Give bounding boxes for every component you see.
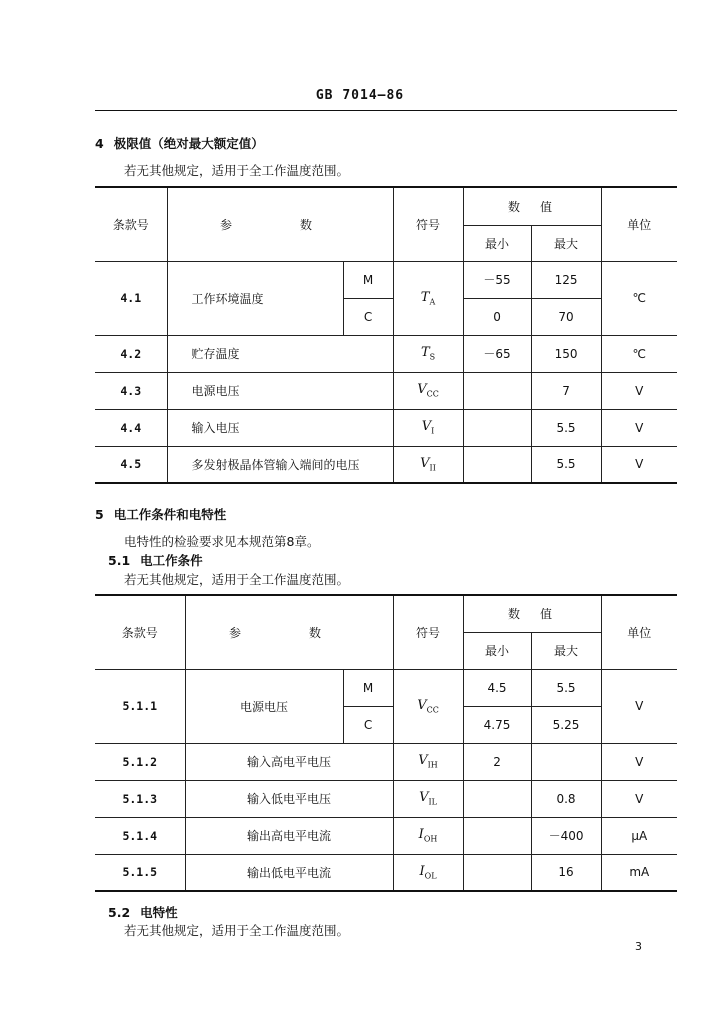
row-min: 0	[463, 298, 531, 335]
row-clause: 4.5	[95, 446, 167, 483]
table-row	[95, 446, 677, 483]
header-min: 最小	[463, 632, 531, 669]
row-symbol: $V_{IH}$	[393, 743, 463, 780]
section-4-title: 极限值（绝对最大额定值）	[113, 136, 264, 151]
header-parameter: 参 数	[167, 187, 393, 261]
row-max: 70	[531, 298, 601, 335]
row-clause: 4.3	[95, 372, 167, 409]
document-header: GB 7014—86	[315, 88, 405, 103]
row-unit: V	[601, 372, 677, 409]
section-4-intro: 若无其他规定，适用于全工作温度范围。	[124, 163, 350, 178]
row-clause: 5.1.5	[95, 854, 185, 891]
header-parameter: 参 数	[185, 595, 393, 669]
row-min: －65	[463, 335, 531, 372]
header-max: 最大	[531, 225, 601, 261]
row-clause: 5.1.2	[95, 743, 185, 780]
section-5-intro: 电特性的检验要求见本规范第8章。	[124, 534, 320, 549]
subsection-5-2-number: 5.2	[108, 905, 131, 920]
operating-conditions-table	[95, 594, 677, 892]
header-min: 最小	[463, 225, 531, 261]
row-parameter: 输入电压	[167, 409, 393, 446]
section-5-heading	[95, 505, 226, 523]
limits-table	[95, 186, 677, 484]
row-max: 5.5	[531, 409, 601, 446]
row-max: 0.8	[531, 780, 601, 817]
table-row	[95, 854, 677, 891]
row-parameter: 输入低电平电压	[185, 780, 393, 817]
section-5-title: 电工作条件和电特性	[113, 507, 227, 522]
row-unit: V	[601, 446, 677, 483]
header-values: 数 值	[463, 595, 601, 632]
row-min	[463, 446, 531, 483]
row-min: 4.5	[463, 669, 531, 706]
table-row	[95, 261, 677, 298]
page-number: 3	[635, 940, 642, 953]
row-max: 7	[531, 372, 601, 409]
row-min	[463, 817, 531, 854]
row-max: －400	[531, 817, 601, 854]
row-symbol: $V_{IL}$	[393, 780, 463, 817]
subsection-5-1-heading	[108, 551, 203, 569]
row-unit: ℃	[601, 261, 677, 335]
row-symbol: $V_I$	[393, 409, 463, 446]
row-max: 125	[531, 261, 601, 298]
row-clause: 4.1	[95, 261, 167, 335]
row-parameter: 电源电压	[185, 669, 343, 743]
row-parameter: 电源电压	[167, 372, 393, 409]
header-symbol: 符号	[393, 187, 463, 261]
row-clause: 5.1.3	[95, 780, 185, 817]
table-row	[95, 372, 677, 409]
row-unit: V	[601, 780, 677, 817]
header-clause: 条款号	[95, 187, 167, 261]
row-symbol: $V_{CC}$	[393, 372, 463, 409]
row-clause: 5.1.1	[95, 669, 185, 743]
row-max: 5.25	[531, 706, 601, 743]
row-unit: V	[601, 409, 677, 446]
row-min: 2	[463, 743, 531, 780]
grade-c: C	[343, 706, 393, 743]
row-unit: ℃	[601, 335, 677, 372]
section-5-number: 5	[95, 507, 104, 522]
row-symbol: $T_S$	[393, 335, 463, 372]
row-min	[463, 409, 531, 446]
row-symbol: $I_{OH}$	[393, 817, 463, 854]
header-rule	[95, 110, 677, 111]
header-values: 数 值	[463, 187, 601, 225]
row-clause: 5.1.4	[95, 817, 185, 854]
grade-c: C	[343, 298, 393, 335]
row-unit: V	[601, 669, 677, 743]
header-max: 最大	[531, 632, 601, 669]
row-min	[463, 780, 531, 817]
row-min	[463, 372, 531, 409]
row-max	[531, 743, 601, 780]
row-symbol: $I_{OL}$	[393, 854, 463, 891]
row-clause: 4.4	[95, 409, 167, 446]
row-min	[463, 854, 531, 891]
row-parameter: 输入高电平电压	[185, 743, 393, 780]
row-max: 150	[531, 335, 601, 372]
table-row	[95, 743, 677, 780]
subsection-5-2-title: 电特性	[140, 905, 178, 920]
header-symbol: 符号	[393, 595, 463, 669]
header-unit: 单位	[601, 187, 677, 261]
row-min: －55	[463, 261, 531, 298]
row-unit: μA	[601, 817, 677, 854]
grade-m: M	[343, 669, 393, 706]
subsection-5-2-heading	[108, 903, 178, 921]
row-parameter: 多发射极晶体管输入端间的电压	[167, 446, 393, 483]
row-clause: 4.2	[95, 335, 167, 372]
section-4-heading	[95, 134, 264, 152]
row-parameter: 贮存温度	[167, 335, 393, 372]
table-row	[95, 817, 677, 854]
subsection-5-2-intro: 若无其他规定，适用于全工作温度范围。	[124, 923, 350, 938]
subsection-5-1-number: 5.1	[108, 553, 131, 568]
row-symbol: $T_A$	[393, 261, 463, 335]
table-row	[95, 409, 677, 446]
row-max: 5.5	[531, 669, 601, 706]
subsection-5-1-intro: 若无其他规定，适用于全工作温度范围。	[124, 572, 350, 587]
row-min: 4.75	[463, 706, 531, 743]
section-4-number: 4	[95, 136, 104, 151]
table-row	[95, 669, 677, 706]
row-parameter: 工作环境温度	[167, 261, 343, 335]
row-parameter: 输出低电平电流	[185, 854, 393, 891]
row-symbol: $V_{II}$	[393, 446, 463, 483]
row-unit: V	[601, 743, 677, 780]
row-parameter: 输出高电平电流	[185, 817, 393, 854]
table-row	[95, 780, 677, 817]
header-clause: 条款号	[95, 595, 185, 669]
grade-m: M	[343, 261, 393, 298]
row-unit: mA	[601, 854, 677, 891]
row-max: 5.5	[531, 446, 601, 483]
header-unit: 单位	[601, 595, 677, 669]
row-max: 16	[531, 854, 601, 891]
row-symbol: $V_{CC}$	[393, 669, 463, 743]
subsection-5-1-title: 电工作条件	[140, 553, 203, 568]
table-row	[95, 335, 677, 372]
